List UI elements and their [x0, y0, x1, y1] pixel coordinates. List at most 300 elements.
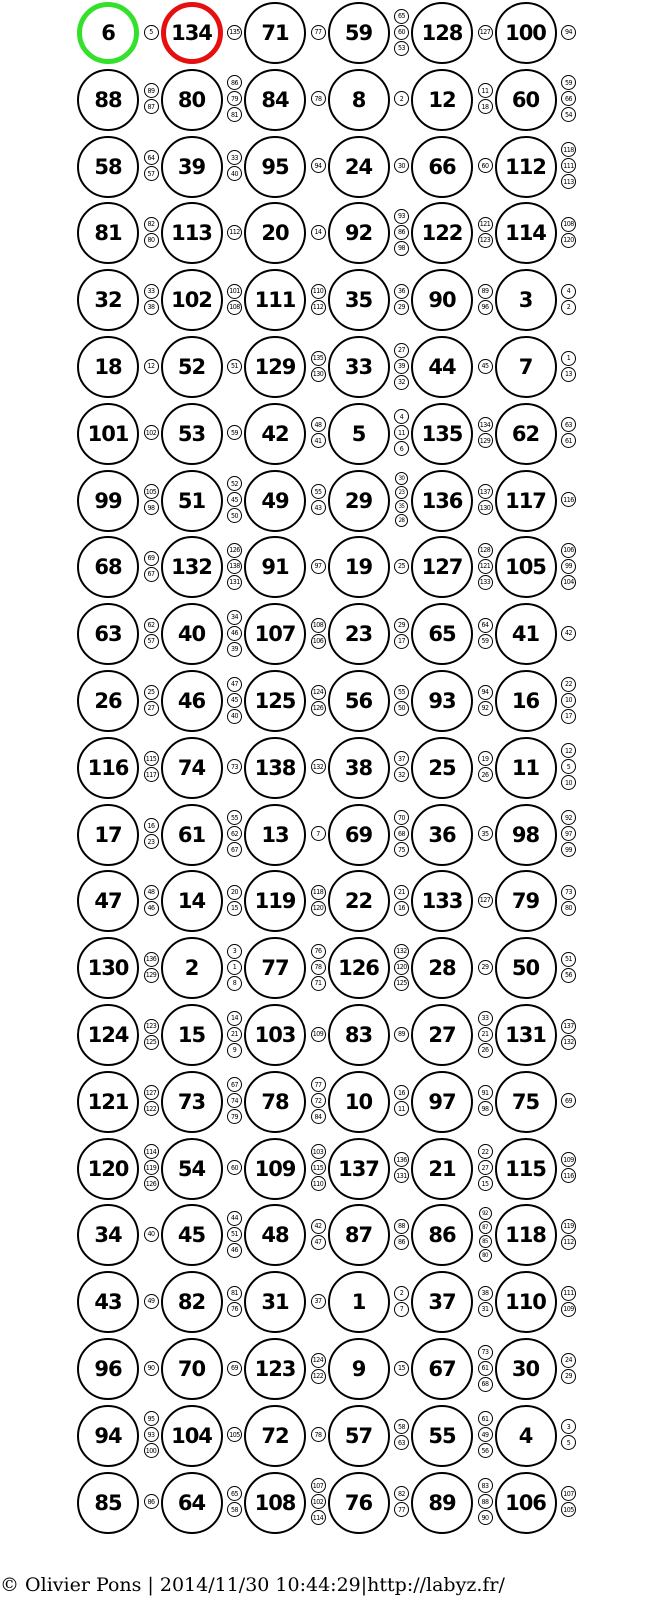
footer-link[interactable]: http://labyz.fr/: [367, 1573, 505, 1596]
link-node[interactable]: 78: [311, 91, 326, 106]
number-node[interactable]: 62: [495, 403, 557, 465]
number-node[interactable]: 138: [244, 737, 306, 799]
link-node[interactable]: 124: [311, 685, 326, 700]
link-node[interactable]: 16: [144, 818, 159, 833]
number-node[interactable]: 98: [495, 804, 557, 866]
link-node[interactable]: 72: [311, 1093, 326, 1108]
link-node[interactable]: 107: [311, 1478, 326, 1493]
number-node[interactable]: 88: [77, 69, 139, 131]
link-node[interactable]: 40: [227, 166, 242, 181]
link-node[interactable]: 23: [395, 486, 408, 499]
link-node[interactable]: 115: [311, 1160, 326, 1175]
number-node[interactable]: 86: [411, 1204, 473, 1266]
number-node[interactable]: 125: [244, 670, 306, 732]
link-node[interactable]: 127: [144, 1085, 159, 1100]
link-node[interactable]: 63: [561, 417, 576, 432]
link-node[interactable]: 120: [311, 901, 326, 916]
link-node[interactable]: 27: [394, 343, 409, 358]
target-node[interactable]: 134: [161, 2, 223, 64]
link-node[interactable]: 10: [561, 775, 576, 790]
link-node[interactable]: 2: [394, 1286, 409, 1301]
link-node[interactable]: 27: [478, 1160, 493, 1175]
link-node[interactable]: 76: [227, 1302, 242, 1317]
link-node[interactable]: 61: [478, 1411, 493, 1426]
link-node[interactable]: 113: [561, 174, 576, 189]
link-node[interactable]: 33: [227, 150, 242, 165]
link-node[interactable]: 67: [227, 1077, 242, 1092]
link-node[interactable]: 13: [561, 367, 576, 382]
link-node[interactable]: 137: [561, 1019, 576, 1034]
link-node[interactable]: 39: [394, 359, 409, 374]
number-node[interactable]: 135: [411, 403, 473, 465]
link-node[interactable]: 71: [311, 976, 326, 991]
number-node[interactable]: 56: [328, 670, 390, 732]
link-node[interactable]: 1: [227, 960, 242, 975]
number-node[interactable]: 31: [244, 1271, 306, 1333]
number-node[interactable]: 1: [328, 1271, 390, 1333]
number-node[interactable]: 94: [77, 1405, 139, 1467]
link-node[interactable]: 73: [561, 885, 576, 900]
link-node[interactable]: 82: [144, 217, 159, 232]
link-node[interactable]: 76: [311, 944, 326, 959]
link-node[interactable]: 73: [227, 759, 242, 774]
number-node[interactable]: 20: [244, 202, 306, 264]
number-node[interactable]: 4: [495, 1405, 557, 1467]
link-node[interactable]: 90: [144, 1361, 159, 1376]
link-node[interactable]: 60: [394, 25, 409, 40]
link-node[interactable]: 97: [311, 559, 326, 574]
number-node[interactable]: 41: [495, 603, 557, 665]
link-node[interactable]: 41: [311, 433, 326, 448]
link-node[interactable]: 63: [394, 1435, 409, 1450]
link-node[interactable]: 43: [311, 500, 326, 515]
number-node[interactable]: 101: [77, 403, 139, 465]
number-node[interactable]: 57: [328, 1405, 390, 1467]
number-node[interactable]: 2: [161, 937, 223, 999]
link-node[interactable]: 69: [144, 551, 159, 566]
number-node[interactable]: 109: [244, 1138, 306, 1200]
number-node[interactable]: 127: [411, 536, 473, 598]
number-node[interactable]: 81: [77, 202, 139, 264]
link-node[interactable]: 61: [478, 1361, 493, 1376]
link-node[interactable]: 109: [311, 1027, 326, 1042]
link-node[interactable]: 5: [561, 1435, 576, 1450]
link-node[interactable]: 33: [144, 284, 159, 299]
link-node[interactable]: 135: [311, 351, 326, 366]
link-node[interactable]: 105: [144, 484, 159, 499]
link-node[interactable]: 60: [478, 158, 493, 173]
link-node[interactable]: 86: [227, 75, 242, 90]
number-node[interactable]: 26: [77, 670, 139, 732]
link-node[interactable]: 77: [394, 1502, 409, 1517]
number-node[interactable]: 102: [161, 269, 223, 331]
link-node[interactable]: 130: [478, 500, 493, 515]
number-node[interactable]: 119: [244, 870, 306, 932]
number-node[interactable]: 38: [328, 737, 390, 799]
number-node[interactable]: 136: [411, 470, 473, 532]
link-node[interactable]: 80: [144, 233, 159, 248]
link-node[interactable]: 93: [144, 1427, 159, 1442]
link-node[interactable]: 87: [144, 99, 159, 114]
number-node[interactable]: 21: [411, 1138, 473, 1200]
link-node[interactable]: 107: [561, 1486, 576, 1501]
link-node[interactable]: 40: [227, 709, 242, 724]
link-node[interactable]: 111: [561, 158, 576, 173]
number-node[interactable]: 77: [244, 937, 306, 999]
link-node[interactable]: 55: [311, 484, 326, 499]
number-node[interactable]: 46: [161, 670, 223, 732]
link-node[interactable]: 132: [394, 944, 409, 959]
link-node[interactable]: 68: [394, 826, 409, 841]
link-node[interactable]: 17: [394, 634, 409, 649]
number-node[interactable]: 15: [161, 1004, 223, 1066]
link-node[interactable]: 105: [227, 1427, 242, 1442]
number-node[interactable]: 51: [161, 470, 223, 532]
number-node[interactable]: 7: [495, 336, 557, 398]
link-node[interactable]: 129: [144, 968, 159, 983]
link-node[interactable]: 126: [144, 1176, 159, 1191]
link-node[interactable]: 126: [227, 543, 242, 558]
link-node[interactable]: 3: [561, 1419, 576, 1434]
number-node[interactable]: 133: [411, 870, 473, 932]
number-node[interactable]: 9: [328, 1338, 390, 1400]
link-node[interactable]: 98: [478, 1101, 493, 1116]
number-node[interactable]: 40: [161, 603, 223, 665]
link-node[interactable]: 92: [478, 701, 493, 716]
number-node[interactable]: 130: [77, 937, 139, 999]
number-node[interactable]: 55: [411, 1405, 473, 1467]
number-node[interactable]: 14: [161, 870, 223, 932]
link-node[interactable]: 8: [227, 976, 242, 991]
link-node[interactable]: 59: [227, 425, 242, 440]
number-node[interactable]: 65: [411, 603, 473, 665]
link-node[interactable]: 29: [561, 1369, 576, 1384]
link-node[interactable]: 7: [394, 1302, 409, 1317]
link-node[interactable]: 66: [561, 91, 576, 106]
link-node[interactable]: 67: [144, 567, 159, 582]
link-node[interactable]: 11: [394, 1101, 409, 1116]
number-node[interactable]: 48: [244, 1204, 306, 1266]
number-node[interactable]: 113: [161, 202, 223, 264]
link-node[interactable]: 79: [227, 91, 242, 106]
link-node[interactable]: 30: [394, 158, 409, 173]
number-node[interactable]: 44: [411, 336, 473, 398]
link-node[interactable]: 18: [478, 99, 493, 114]
link-node[interactable]: 46: [144, 901, 159, 916]
number-node[interactable]: 93: [411, 670, 473, 732]
link-node[interactable]: 138: [227, 559, 242, 574]
number-node[interactable]: 27: [411, 1004, 473, 1066]
link-node[interactable]: 25: [144, 685, 159, 700]
number-node[interactable]: 79: [495, 870, 557, 932]
link-node[interactable]: 99: [561, 842, 576, 857]
link-node[interactable]: 102: [144, 425, 159, 440]
link-node[interactable]: 10: [561, 693, 576, 708]
link-node[interactable]: 12: [561, 743, 576, 758]
number-node[interactable]: 115: [495, 1138, 557, 1200]
link-node[interactable]: 11: [394, 425, 409, 440]
number-node[interactable]: 90: [411, 269, 473, 331]
number-node[interactable]: 82: [161, 1271, 223, 1333]
link-node[interactable]: 69: [227, 1361, 242, 1376]
link-node[interactable]: 116: [561, 492, 576, 507]
number-node[interactable]: 74: [161, 737, 223, 799]
link-node[interactable]: 125: [144, 1035, 159, 1050]
link-node[interactable]: 56: [478, 1443, 493, 1458]
number-node[interactable]: 99: [77, 470, 139, 532]
link-node[interactable]: 49: [478, 1427, 493, 1442]
number-node[interactable]: 35: [328, 269, 390, 331]
link-node[interactable]: 42: [561, 626, 576, 641]
link-node[interactable]: 4: [561, 284, 576, 299]
link-node[interactable]: 29: [478, 960, 493, 975]
link-node[interactable]: 131: [227, 575, 242, 590]
number-node[interactable]: 3: [495, 269, 557, 331]
number-node[interactable]: 92: [328, 202, 390, 264]
link-node[interactable]: 121: [478, 217, 493, 232]
link-node[interactable]: 108: [227, 300, 242, 315]
link-node[interactable]: 80: [561, 901, 576, 916]
link-node[interactable]: 14: [311, 225, 326, 240]
link-node[interactable]: 95: [144, 1411, 159, 1426]
link-node[interactable]: 130: [311, 367, 326, 382]
link-node[interactable]: 20: [227, 885, 242, 900]
link-node[interactable]: 119: [144, 1160, 159, 1175]
link-node[interactable]: 122: [144, 1101, 159, 1116]
number-node[interactable]: 43: [77, 1271, 139, 1333]
link-node[interactable]: 2: [561, 300, 576, 315]
link-node[interactable]: 79: [227, 1109, 242, 1124]
number-node[interactable]: 123: [244, 1338, 306, 1400]
number-node[interactable]: 16: [495, 670, 557, 732]
number-node[interactable]: 11: [495, 737, 557, 799]
number-node[interactable]: 84: [244, 69, 306, 131]
link-node[interactable]: 19: [478, 751, 493, 766]
number-node[interactable]: 39: [161, 136, 223, 198]
link-node[interactable]: 55: [394, 685, 409, 700]
link-node[interactable]: 74: [227, 1093, 242, 1108]
link-node[interactable]: 29: [394, 618, 409, 633]
link-node[interactable]: 22: [478, 1144, 493, 1159]
number-node[interactable]: 97: [411, 1071, 473, 1133]
number-node[interactable]: 122: [411, 202, 473, 264]
link-node[interactable]: 136: [144, 952, 159, 967]
number-node[interactable]: 32: [77, 269, 139, 331]
number-node[interactable]: 78: [244, 1071, 306, 1133]
link-node[interactable]: 94: [561, 25, 576, 40]
link-node[interactable]: 81: [227, 1286, 242, 1301]
number-node[interactable]: 17: [77, 804, 139, 866]
link-node[interactable]: 118: [561, 142, 576, 157]
link-node[interactable]: 52: [227, 476, 242, 491]
link-node[interactable]: 69: [561, 1093, 576, 1108]
link-node[interactable]: 45: [227, 693, 242, 708]
link-node[interactable]: 39: [227, 642, 242, 657]
number-node[interactable]: 60: [495, 69, 557, 131]
link-node[interactable]: 21: [227, 1027, 242, 1042]
link-node[interactable]: 108: [561, 217, 576, 232]
link-node[interactable]: 92: [479, 1207, 492, 1220]
link-node[interactable]: 54: [561, 107, 576, 122]
number-node[interactable]: 73: [161, 1071, 223, 1133]
link-node[interactable]: 127: [478, 893, 493, 908]
number-node[interactable]: 23: [328, 603, 390, 665]
link-node[interactable]: 50: [394, 701, 409, 716]
link-node[interactable]: 56: [561, 968, 576, 983]
link-node[interactable]: 137: [478, 484, 493, 499]
link-node[interactable]: 80: [479, 1249, 492, 1262]
link-node[interactable]: 48: [144, 885, 159, 900]
link-node[interactable]: 32: [394, 375, 409, 390]
number-node[interactable]: 110: [495, 1271, 557, 1333]
number-node[interactable]: 132: [161, 536, 223, 598]
number-node[interactable]: 18: [77, 336, 139, 398]
number-node[interactable]: 91: [244, 536, 306, 598]
link-node[interactable]: 59: [478, 634, 493, 649]
link-node[interactable]: 17: [561, 709, 576, 724]
link-node[interactable]: 38: [478, 1286, 493, 1301]
link-node[interactable]: 2: [394, 91, 409, 106]
link-node[interactable]: 34: [227, 610, 242, 625]
number-node[interactable]: 111: [244, 269, 306, 331]
number-node[interactable]: 49: [244, 470, 306, 532]
link-node[interactable]: 112: [227, 225, 242, 240]
number-node[interactable]: 59: [328, 2, 390, 64]
link-node[interactable]: 22: [561, 677, 576, 692]
link-node[interactable]: 36: [394, 284, 409, 299]
link-node[interactable]: 57: [144, 634, 159, 649]
number-node[interactable]: 53: [161, 403, 223, 465]
link-node[interactable]: 64: [478, 618, 493, 633]
link-node[interactable]: 99: [561, 559, 576, 574]
link-node[interactable]: 51: [561, 952, 576, 967]
link-node[interactable]: 116: [561, 1168, 576, 1183]
link-node[interactable]: 51: [227, 359, 242, 374]
number-node[interactable]: 22: [328, 870, 390, 932]
number-node[interactable]: 112: [495, 136, 557, 198]
number-node[interactable]: 95: [244, 136, 306, 198]
link-node[interactable]: 65: [394, 9, 409, 24]
link-node[interactable]: 64: [144, 150, 159, 165]
link-node[interactable]: 28: [395, 514, 408, 527]
link-node[interactable]: 42: [311, 1219, 326, 1234]
link-node[interactable]: 62: [227, 826, 242, 841]
link-node[interactable]: 70: [394, 810, 409, 825]
number-node[interactable]: 75: [495, 1071, 557, 1133]
link-node[interactable]: 12: [144, 359, 159, 374]
link-node[interactable]: 27: [144, 701, 159, 716]
link-node[interactable]: 58: [227, 1502, 242, 1517]
link-node[interactable]: 123: [144, 1019, 159, 1034]
link-node[interactable]: 5: [144, 25, 159, 40]
number-node[interactable]: 33: [328, 336, 390, 398]
link-node[interactable]: 33: [478, 1011, 493, 1026]
link-node[interactable]: 24: [561, 1353, 576, 1368]
link-node[interactable]: 120: [561, 233, 576, 248]
link-node[interactable]: 15: [478, 1176, 493, 1191]
link-node[interactable]: 45: [478, 359, 493, 374]
link-node[interactable]: 132: [561, 1035, 576, 1050]
number-node[interactable]: 29: [328, 470, 390, 532]
link-node[interactable]: 35: [395, 500, 408, 513]
link-node[interactable]: 124: [311, 1353, 326, 1368]
number-node[interactable]: 34: [77, 1204, 139, 1266]
link-node[interactable]: 21: [478, 1027, 493, 1042]
link-node[interactable]: 103: [311, 1144, 326, 1159]
link-node[interactable]: 31: [478, 1302, 493, 1317]
link-node[interactable]: 15: [394, 1361, 409, 1376]
number-node[interactable]: 66: [411, 136, 473, 198]
link-node[interactable]: 106: [561, 543, 576, 558]
link-node[interactable]: 46: [227, 1243, 242, 1258]
link-node[interactable]: 85: [479, 1235, 492, 1248]
number-node[interactable]: 128: [411, 2, 473, 64]
link-node[interactable]: 45: [227, 492, 242, 507]
link-node[interactable]: 50: [227, 508, 242, 523]
number-node[interactable]: 137: [328, 1138, 390, 1200]
link-node[interactable]: 48: [311, 417, 326, 432]
number-node[interactable]: 25: [411, 737, 473, 799]
link-node[interactable]: 97: [561, 826, 576, 841]
number-node[interactable]: 10: [328, 1071, 390, 1133]
link-node[interactable]: 88: [394, 1219, 409, 1234]
link-node[interactable]: 118: [311, 885, 326, 900]
link-node[interactable]: 60: [227, 1160, 242, 1175]
number-node[interactable]: 19: [328, 536, 390, 598]
number-node[interactable]: 70: [161, 1338, 223, 1400]
link-node[interactable]: 117: [144, 767, 159, 782]
link-node[interactable]: 14: [227, 1011, 242, 1026]
number-node[interactable]: 24: [328, 136, 390, 198]
number-node[interactable]: 50: [495, 937, 557, 999]
link-node[interactable]: 32: [394, 767, 409, 782]
link-node[interactable]: 62: [144, 618, 159, 633]
link-node[interactable]: 37: [394, 751, 409, 766]
link-node[interactable]: 109: [561, 1302, 576, 1317]
link-node[interactable]: 122: [311, 1369, 326, 1384]
number-node[interactable]: 71: [244, 2, 306, 64]
link-node[interactable]: 53: [394, 41, 409, 56]
link-node[interactable]: 78: [311, 1427, 326, 1442]
number-node[interactable]: 45: [161, 1204, 223, 1266]
number-node[interactable]: 64: [161, 1472, 223, 1534]
link-node[interactable]: 40: [144, 1227, 159, 1242]
link-node[interactable]: 104: [561, 575, 576, 590]
link-node[interactable]: 75: [394, 842, 409, 857]
link-node[interactable]: 57: [144, 166, 159, 181]
number-node[interactable]: 30: [495, 1338, 557, 1400]
link-node[interactable]: 55: [227, 810, 242, 825]
link-node[interactable]: 78: [311, 960, 326, 975]
link-node[interactable]: 129: [478, 433, 493, 448]
number-node[interactable]: 68: [77, 536, 139, 598]
number-node[interactable]: 85: [77, 1472, 139, 1534]
number-node[interactable]: 67: [411, 1338, 473, 1400]
link-node[interactable]: 61: [561, 433, 576, 448]
number-node[interactable]: 47: [77, 870, 139, 932]
link-node[interactable]: 9: [227, 1043, 242, 1058]
number-node[interactable]: 126: [328, 937, 390, 999]
link-node[interactable]: 35: [478, 826, 493, 841]
number-node[interactable]: 118: [495, 1204, 557, 1266]
start-node[interactable]: 6: [77, 2, 139, 64]
link-node[interactable]: 126: [311, 701, 326, 716]
number-node[interactable]: 72: [244, 1405, 306, 1467]
number-node[interactable]: 13: [244, 804, 306, 866]
link-node[interactable]: 119: [561, 1219, 576, 1234]
link-node[interactable]: 125: [394, 976, 409, 991]
link-node[interactable]: 92: [561, 810, 576, 825]
